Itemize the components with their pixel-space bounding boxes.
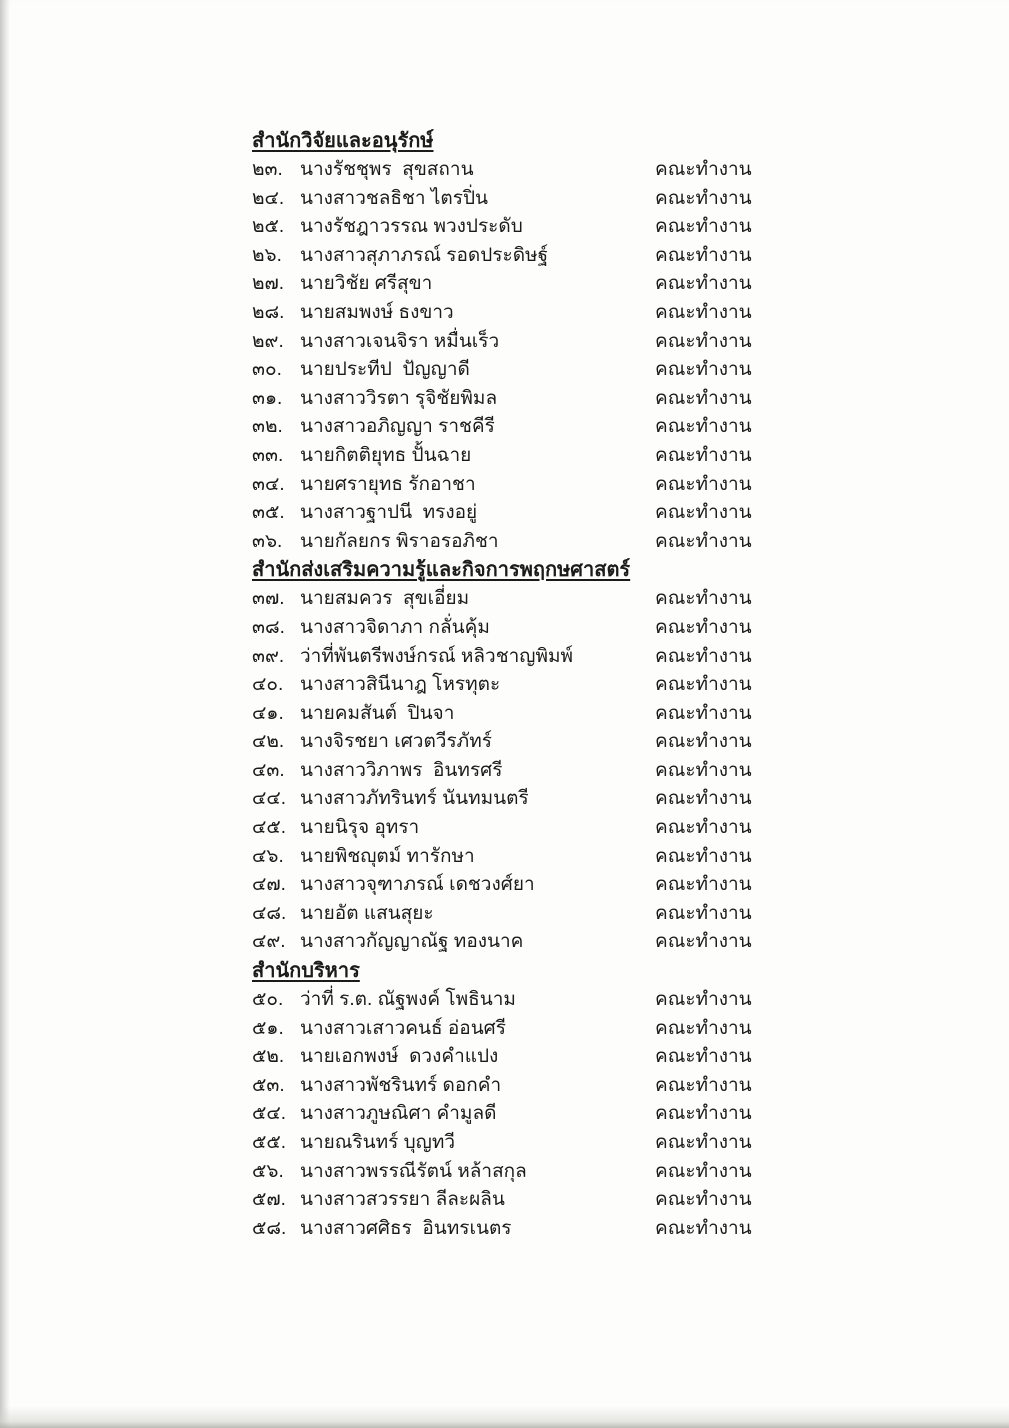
- person-name: นางสาววิรตา รุจิชัยพิมล: [300, 387, 498, 409]
- row-number: ๔๓.: [252, 759, 285, 781]
- row-number: ๔๔.: [252, 788, 287, 810]
- row-left-cell: [252, 871, 655, 900]
- person-name: นายศรายุทธ รักอาชา: [300, 473, 476, 495]
- role-label: คณะทำงาน: [655, 530, 752, 552]
- person-name: นางสาวพรรณีรัตน์ หล้าสกุล: [300, 1160, 527, 1182]
- row-left-cell: [252, 900, 655, 929]
- row-number: ๕๐.: [252, 989, 284, 1011]
- person-name: นายสมพงษ์ ธงขาว: [300, 301, 454, 323]
- table-row: [252, 185, 872, 214]
- role-label: คณะทำงาน: [655, 1017, 752, 1039]
- table-row: [252, 213, 872, 242]
- row-left-cell: [252, 986, 655, 1015]
- table-row: [252, 499, 872, 528]
- person-name: นางสาวพัชรินทร์ ดอกคำ: [300, 1074, 502, 1096]
- table-row: [252, 299, 872, 328]
- row-number: ๕๕.: [252, 1132, 287, 1153]
- row-left-cell: [252, 1215, 655, 1244]
- person-name: นางสาวเจนจิรา หมื่นเร็ว: [300, 330, 500, 352]
- role-label: คณะทำงาน: [655, 187, 752, 209]
- row-number: ๓๕.: [252, 502, 285, 524]
- scan-left-edge-artifact: [0, 0, 10, 1428]
- row-number: ๔๖.: [252, 845, 284, 867]
- table-row: [252, 614, 872, 643]
- row-number: ๔๘.: [252, 902, 287, 924]
- row-left-cell: [252, 1043, 655, 1072]
- row-left-cell: [252, 728, 655, 757]
- section-header: สำนักวิจัยและอนุรักษ์: [252, 130, 434, 152]
- table-row: [252, 1129, 872, 1158]
- row-number: ๒๗.: [252, 273, 285, 295]
- person-name: นายกัลยกร พิราอรอภิชา: [300, 530, 499, 552]
- row-number: ๒๖.: [252, 244, 282, 266]
- person-name: นางสาวสวรรยา ลีละผลิน: [300, 1189, 505, 1211]
- row-left-cell: [252, 156, 655, 185]
- person-name: นางสาวจุฑาภรณ์ เดชวงศ์ยา: [300, 874, 535, 896]
- person-name: นายณรินทร์ บุญทวี: [300, 1132, 456, 1153]
- row-left-cell: [252, 185, 655, 214]
- row-number: ๒๙.: [252, 330, 284, 352]
- role-label: คณะทำงาน: [655, 159, 752, 180]
- table-row: [252, 413, 872, 442]
- row-number: ๕๘.: [252, 1217, 287, 1239]
- row-number: ๕๒.: [252, 1046, 285, 1068]
- role-label: คณะทำงาน: [655, 216, 752, 238]
- row-number: ๓๗.: [252, 588, 285, 610]
- role-label: คณะทำงาน: [655, 273, 752, 295]
- person-name: นายสมควร สุขเอี่ยม: [300, 588, 470, 610]
- role-label: คณะทำงาน: [655, 1217, 752, 1239]
- row-left-cell: [252, 328, 655, 357]
- person-name: นางสาวกัญญาณัฐ ทองนาค: [300, 931, 524, 953]
- role-label: คณะทำงาน: [655, 244, 752, 266]
- row-left-cell: [252, 499, 655, 528]
- person-name: นางสาวเสาวคนธ์ อ่อนศรี: [300, 1017, 506, 1039]
- role-label: คณะทำงาน: [655, 1160, 752, 1182]
- table-row: [252, 757, 872, 786]
- table-row: [252, 156, 872, 185]
- table-row: [252, 442, 872, 471]
- table-row: [252, 700, 872, 729]
- table-row: [252, 1158, 872, 1187]
- row-left-cell: [252, 356, 655, 385]
- table-row: [252, 843, 872, 872]
- table-row: [252, 928, 872, 957]
- row-left-cell: [252, 643, 655, 672]
- row-left-cell: [252, 614, 655, 643]
- person-name: นางสาวชลธิชา ไตรปิ่น: [300, 187, 488, 209]
- row-number: ๔๕.: [252, 817, 287, 839]
- table-row: [252, 528, 872, 557]
- row-number: ๔๒.: [252, 731, 285, 753]
- row-left-cell: [252, 1129, 655, 1158]
- person-name: นางสาวศศิธร อินทรเนตร: [300, 1217, 512, 1239]
- row-left-cell: [252, 700, 655, 729]
- role-label: คณะทำงาน: [655, 845, 752, 867]
- table-row: [252, 785, 872, 814]
- row-left-cell: [252, 1158, 655, 1187]
- row-number: ๔๐.: [252, 674, 284, 696]
- row-left-cell: [252, 1100, 655, 1129]
- person-name: นางสาวภูษณิศา คำมูลดี: [300, 1103, 497, 1125]
- row-left-cell: [252, 671, 655, 700]
- role-label: คณะทำงาน: [655, 817, 752, 839]
- person-name: นายคมสันต์ ปินจา: [300, 702, 455, 724]
- person-name: นางรัชชุพร สุขสถาน: [300, 159, 474, 180]
- role-label: คณะทำงาน: [655, 1132, 752, 1153]
- table-row: [252, 1072, 872, 1101]
- role-label: คณะทำงาน: [655, 330, 752, 352]
- row-number: ๕๗.: [252, 1189, 286, 1211]
- table-row: [252, 1186, 872, 1215]
- person-name: นางสาวสุภาภรณ์ รอดประดิษฐ์: [300, 244, 549, 266]
- role-label: คณะทำงาน: [655, 1046, 752, 1068]
- role-label: คณะทำงาน: [655, 645, 752, 667]
- person-name: นางสาวฐาปนี ทรงอยู่: [300, 502, 478, 524]
- row-number: ๕๖.: [252, 1160, 284, 1182]
- table-row: [252, 671, 872, 700]
- row-number: ๒๓.: [252, 159, 283, 180]
- person-name: นางรัชฎาวรรณ พวงประดับ: [300, 216, 523, 238]
- row-left-cell: [252, 785, 655, 814]
- row-left-cell: [252, 413, 655, 442]
- row-left-cell: [252, 270, 655, 299]
- role-label: คณะทำงาน: [655, 759, 752, 781]
- row-number: ๒๔.: [252, 187, 285, 209]
- row-number: ๕๑.: [252, 1017, 284, 1039]
- row-left-cell: [252, 528, 655, 557]
- row-left-cell: [252, 471, 655, 500]
- row-number: ๓๘.: [252, 616, 285, 638]
- table-row: [252, 728, 872, 757]
- row-left-cell: [252, 299, 655, 328]
- row-left-cell: [252, 1186, 655, 1215]
- table-row: [252, 986, 872, 1015]
- role-label: คณะทำงาน: [655, 931, 752, 953]
- table-row: [252, 385, 872, 414]
- table-row: [252, 1015, 872, 1044]
- person-name: นางสาววิภาพร อินทรศรี: [300, 759, 503, 781]
- role-label: คณะทำงาน: [655, 387, 752, 409]
- role-label: คณะทำงาน: [655, 473, 752, 495]
- roster-content: [252, 127, 872, 1243]
- row-number: ๓๙.: [252, 645, 285, 667]
- role-label: คณะทำงาน: [655, 731, 752, 753]
- role-label: คณะทำงาน: [655, 674, 752, 696]
- role-label: คณะทำงาน: [655, 616, 752, 638]
- role-label: คณะทำงาน: [655, 301, 752, 323]
- person-name: ว่าที่ ร.ต. ณัฐพงค์ โพธินาม: [300, 989, 516, 1011]
- person-name: นางสาวจิดาภา กลั่นคุ้ม: [300, 616, 490, 638]
- role-label: คณะทำงาน: [655, 444, 752, 466]
- row-left-cell: [252, 1072, 655, 1101]
- row-number: ๒๘.: [252, 301, 285, 323]
- row-number: ๔๙.: [252, 931, 286, 953]
- role-label: คณะทำงาน: [655, 588, 752, 610]
- role-label: คณะทำงาน: [655, 1103, 752, 1125]
- role-label: คณะทำงาน: [655, 902, 752, 924]
- person-name: นายนิรุจ อุทรา: [300, 817, 420, 839]
- row-left-cell: [252, 242, 655, 271]
- person-name: นางสาวอภิญญา ราชคีรี: [300, 416, 495, 438]
- table-row: [252, 585, 872, 614]
- row-left-cell: [252, 385, 655, 414]
- row-left-cell: [252, 814, 655, 843]
- role-label: คณะทำงาน: [655, 874, 752, 896]
- table-row: [252, 1043, 872, 1072]
- row-left-cell: [252, 442, 655, 471]
- person-name: นายเอกพงษ์ ดวงคำแปง: [300, 1046, 499, 1068]
- row-left-cell: [252, 585, 655, 614]
- row-number: ๔๑.: [252, 702, 284, 724]
- person-name: ว่าที่พันตรีพงษ์กรณ์ หลิวชาญพิมพ์: [300, 645, 574, 667]
- row-number: ๓๖.: [252, 530, 283, 552]
- table-row: [252, 643, 872, 672]
- role-label: คณะทำงาน: [655, 502, 752, 524]
- row-left-cell: [252, 1015, 655, 1044]
- row-number: ๕๓.: [252, 1074, 285, 1096]
- table-row: [252, 814, 872, 843]
- row-number: ๕๔.: [252, 1103, 287, 1125]
- person-name: นายประทีป ปัญญาดี: [300, 359, 470, 381]
- row-number: ๓๒.: [252, 416, 283, 438]
- row-number: ๓๐.: [252, 359, 282, 381]
- row-left-cell: [252, 213, 655, 242]
- table-row: [252, 471, 872, 500]
- table-row: [252, 1215, 872, 1244]
- row-left-cell: [252, 843, 655, 872]
- section-header: สำนักส่งเสริมความรู้และกิจการพฤกษศาสตร์: [252, 559, 631, 582]
- table-row: [252, 871, 872, 900]
- role-label: คณะทำงาน: [655, 1189, 752, 1211]
- row-number: ๔๗.: [252, 874, 286, 896]
- role-label: คณะทำงาน: [655, 702, 752, 724]
- role-label: คณะทำงาน: [655, 989, 752, 1011]
- person-name: นายวิชัย ศรีสุขา: [300, 273, 433, 295]
- row-left-cell: [252, 928, 655, 957]
- row-number: ๓๓.: [252, 444, 284, 466]
- row-number: ๓๑.: [252, 387, 283, 409]
- section-header: สำนักบริหาร: [252, 960, 360, 983]
- row-left-cell: [252, 757, 655, 786]
- person-name: นายกิตติยุทธ ปั้นฉาย: [300, 444, 472, 466]
- person-name: นายอัต แสนสุยะ: [300, 902, 434, 924]
- role-label: คณะทำงาน: [655, 788, 752, 810]
- role-label: คณะทำงาน: [655, 1074, 752, 1096]
- scan-bottom-edge-artifact: [0, 1406, 1009, 1428]
- table-row: [252, 1100, 872, 1129]
- table-row: [252, 900, 872, 929]
- person-name: นางจิรชยา เศวตวีรภัทร์: [300, 731, 492, 753]
- row-number: ๒๕.: [252, 216, 285, 238]
- table-row: [252, 242, 872, 271]
- table-row: [252, 356, 872, 385]
- person-name: นางสาวภัทรินทร์ นันทมนตรี: [300, 788, 529, 810]
- table-row: [252, 328, 872, 357]
- role-label: คณะทำงาน: [655, 359, 752, 381]
- role-label: คณะทำงาน: [655, 416, 752, 438]
- row-number: ๓๔.: [252, 473, 285, 495]
- table-row: [252, 270, 872, 299]
- roster-sections: [252, 127, 872, 1243]
- person-name: นายพิชญุตม์ ทารักษา: [300, 845, 475, 867]
- person-name: นางสาวสินีนาฎ โหรทุตะ: [300, 674, 501, 696]
